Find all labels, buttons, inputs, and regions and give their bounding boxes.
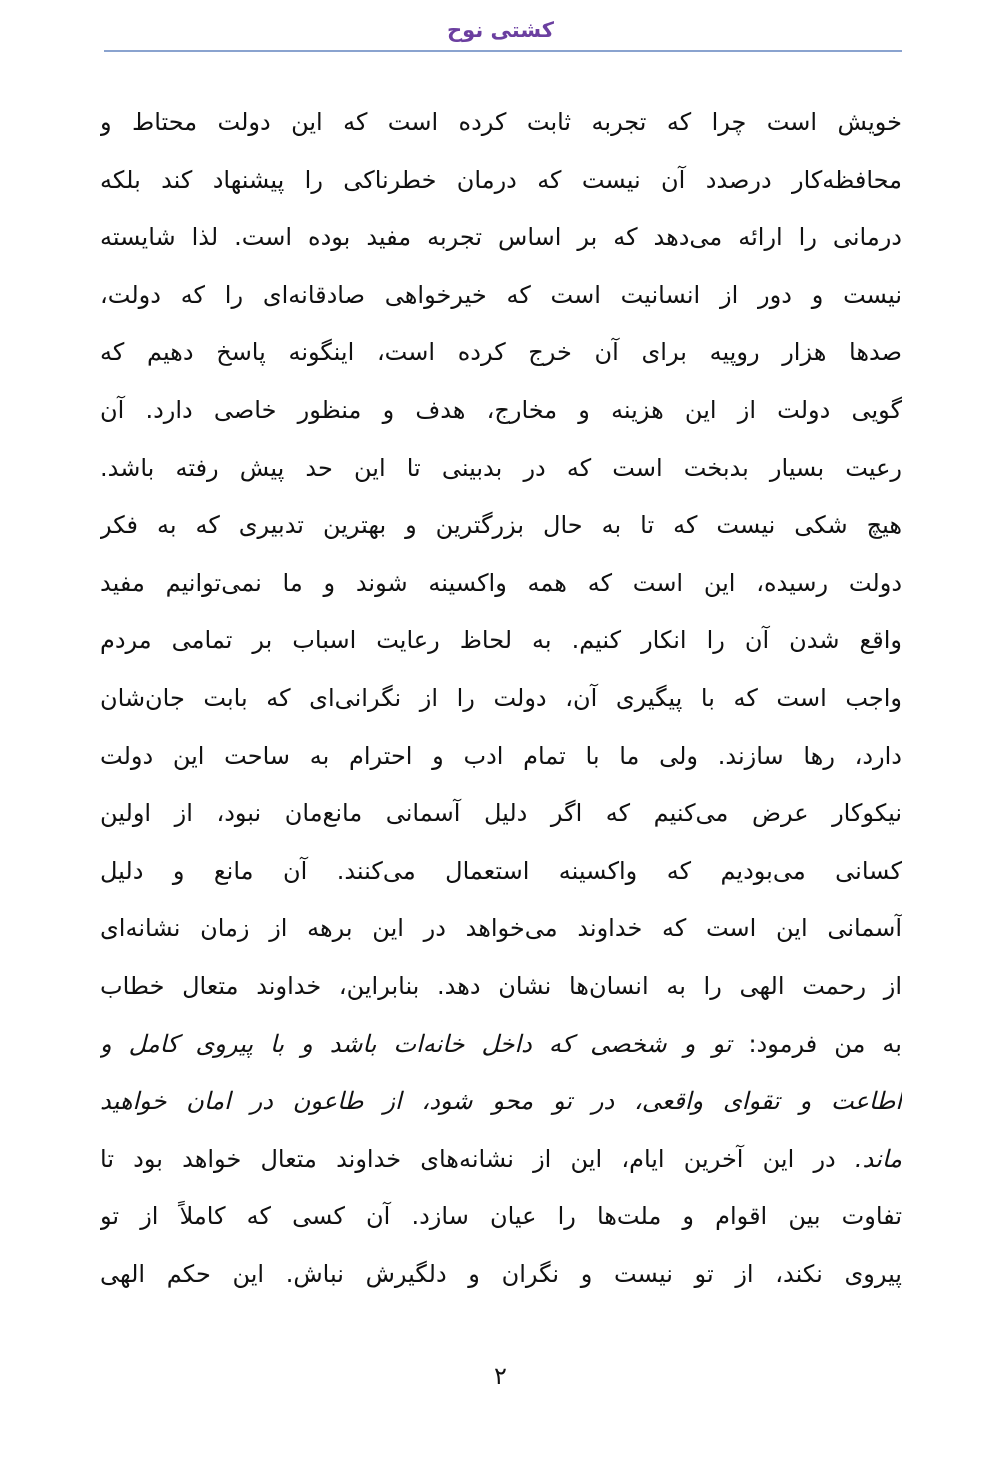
text-line: واقع شدن آن را انکار کنیم. به لحاظ رعایت اسباب بر تمامی مردم (100, 626, 902, 655)
text-line: پیروی نکند، از تو نیست و نگران و دلگیرش نباش. این حکم الهی (100, 1259, 902, 1288)
quoted-revelation: ماند. (854, 1144, 902, 1173)
text-line: محافظه‌کار درصدد آن نیست که درمان خطرناکی را پیشنهاد کند بلکه (100, 165, 902, 194)
text-line: کسانی می‌بودیم که واکسینه استعمال می‌کنند. آن مانع و دلیل (100, 856, 902, 885)
text-line: درمانی را ارائه می‌دهد که بر اساس تجربه مفید بوده است. لذا شایسته (100, 223, 902, 252)
text-line: آسمانی این است که خداوند می‌خواهد در این برهه از زمان نشانه‌ای (100, 914, 902, 943)
text-line: دارد، رها سازند. ولی ما با تمام ادب و احترام به ساحت این دولت (100, 741, 902, 770)
text-line: واجب است که با پیگیری آن، دولت را از نگرانی‌ای که بابت جان‌شان (100, 683, 902, 712)
text-line: نیکوکار عرض می‌کنیم که اگر دلیل آسمانی مانع‌مان نبود، از اولین (100, 799, 902, 828)
running-header-title: کشتی نوح (447, 18, 554, 42)
quoted-revelation: تو و شخصی که داخل خانه‌ات باشد و با پیروی کامل و (100, 1029, 732, 1058)
text-line: تفاوت بین اقوام و ملت‌ها را عیان سازد. آن کسی که کاملاً از تو (100, 1202, 902, 1231)
text-line: از رحمت الهی را به انسان‌ها نشان دهد. بنابراین، خداوند متعال خطاب (100, 971, 902, 1000)
text-line: خویش است چرا که تجربه ثابت کرده است که این دولت محتاط و (100, 108, 902, 136)
text-line (100, 1131, 902, 1189)
text-line: صدها هزار روپیه برای آن خرج کرده است، اینگونه پاسخ دهیم که (100, 338, 902, 367)
quoted-revelation: اطاعت و تقوای واقعی، در تو محو شود، از طاعون در امان خواهید (100, 1087, 902, 1116)
text-line (100, 1073, 902, 1131)
text-segment: در این آخرین ایام، این از نشانه‌های خداوند متعال خواهد بود تا (100, 1144, 855, 1173)
text-line: رعیت بسیار بدبخت است که در بدبینی تا این حد پیش رفته باشد. (100, 453, 902, 482)
text-segment: به من فرمود: (731, 1029, 902, 1058)
page-number: ۲ (494, 1362, 507, 1390)
text-line: گویی دولت از این هزینه و مخارج، هدف و منظور خاصی دارد. آن (100, 395, 902, 424)
header-divider (104, 50, 902, 52)
text-line (100, 1016, 902, 1074)
text-line: نیست و دور از انسانیت است که خیرخواهی صادقانه‌ای را که دولت، (100, 280, 902, 309)
body-text (100, 94, 902, 1303)
text-line: هیچ شکی نیست که تا به حال بزرگترین و بهترین تدبیری که به فکر (100, 511, 902, 540)
text-line: دولت رسیده، این است که همه واکسینه شوند و ما نمی‌توانیم مفید (100, 568, 902, 597)
